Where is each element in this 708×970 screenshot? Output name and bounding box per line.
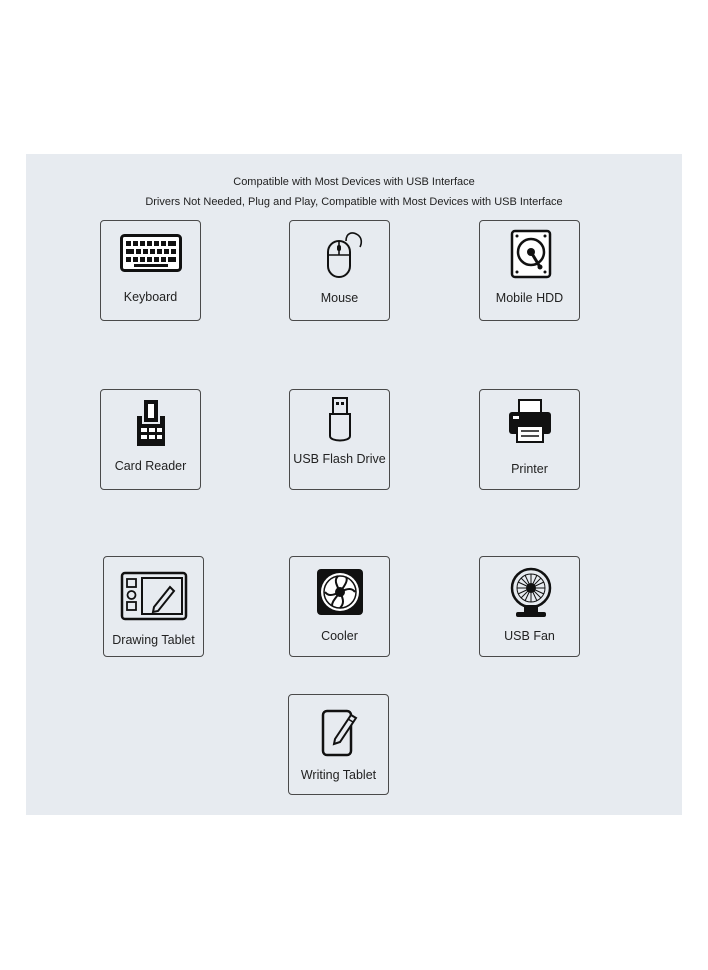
- hard-drive-icon: [510, 229, 552, 279]
- desk-fan-icon: [508, 567, 554, 619]
- device-tile-mouse: [289, 220, 390, 321]
- device-label: Keyboard: [123, 290, 178, 304]
- compatibility-heading: Compatible with Most Devices with USB Interface: [233, 176, 475, 188]
- device-tile-usb-fan: [479, 556, 580, 657]
- compatibility-subheading: Drivers Not Needed, Plug and Play, Compatible with Most Devices with USB Interface: [145, 196, 563, 208]
- usb-flash-drive-icon: [328, 396, 352, 446]
- device-label: USB Fan: [504, 629, 555, 643]
- device-label: Drawing Tablet: [112, 633, 195, 647]
- device-label: Writing Tablet: [300, 768, 377, 782]
- device-label: Cooler: [321, 629, 358, 643]
- device-tile-card-reader: [100, 389, 201, 490]
- device-label: Mobile HDD: [495, 291, 564, 305]
- device-tile-writing-tablet: [288, 694, 389, 795]
- device-tile-drawing-tablet: [103, 556, 204, 657]
- drawing-tablet-icon: [120, 571, 188, 621]
- device-label: Card Reader: [114, 459, 187, 473]
- device-tile-usb-flash-drive: [289, 389, 390, 490]
- device-label: USB Flash Drive: [293, 452, 386, 466]
- device-tile-cooler: [289, 556, 390, 657]
- writing-tablet-icon: [321, 707, 361, 757]
- mouse-icon: [324, 229, 364, 281]
- device-label: Printer: [511, 462, 548, 476]
- cooler-fan-icon: [316, 568, 364, 616]
- printer-icon: [507, 398, 553, 444]
- device-label: Mouse: [320, 291, 359, 305]
- device-tile-mobile-hdd: [479, 220, 580, 321]
- keyboard-icon: [120, 234, 182, 272]
- card-reader-icon: [134, 398, 168, 448]
- device-tile-printer: [479, 389, 580, 490]
- device-tile-keyboard: [100, 220, 201, 321]
